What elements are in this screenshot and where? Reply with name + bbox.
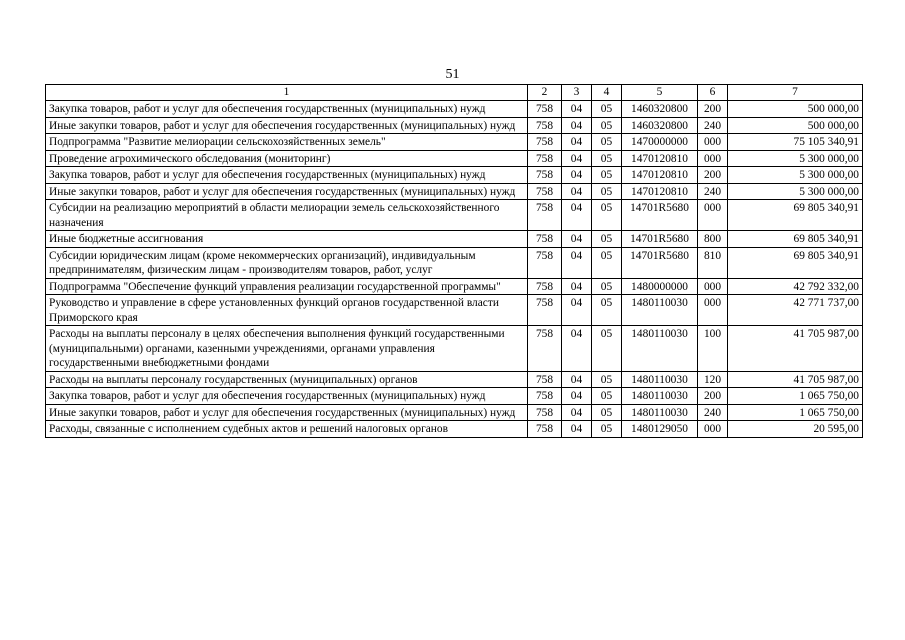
subsection-code: 05	[592, 247, 622, 278]
expense-type-code: 000	[698, 278, 728, 295]
item-name: Иные бюджетные ассигнования	[46, 231, 528, 248]
target-article-code: 1480110030	[622, 404, 698, 421]
grbs-code: 758	[528, 326, 562, 372]
section-code: 04	[562, 117, 592, 134]
grbs-code: 758	[528, 247, 562, 278]
grbs-code: 758	[528, 404, 562, 421]
subsection-code: 05	[592, 101, 622, 118]
section-code: 04	[562, 278, 592, 295]
grbs-code: 758	[528, 183, 562, 200]
table-row	[46, 278, 863, 295]
expense-type-code: 240	[698, 183, 728, 200]
target-article-code: 14701R5680	[622, 247, 698, 278]
subsection-code: 05	[592, 134, 622, 151]
amount: 69 805 340,91	[728, 200, 863, 231]
subsection-code: 05	[592, 117, 622, 134]
section-code: 04	[562, 134, 592, 151]
grbs-code: 758	[528, 200, 562, 231]
amount: 69 805 340,91	[728, 247, 863, 278]
item-name: Подпрограмма "Развитие мелиорации сельскохозяйственных земель"	[46, 134, 528, 151]
subsection-code: 05	[592, 371, 622, 388]
table-row	[46, 295, 863, 326]
section-code: 04	[562, 421, 592, 438]
section-code: 04	[562, 371, 592, 388]
item-name: Закупка товаров, работ и услуг для обеспечения государственных (муниципальных) нужд	[46, 167, 528, 184]
section-code: 04	[562, 200, 592, 231]
section-code: 04	[562, 167, 592, 184]
column-header: 2	[528, 85, 562, 101]
section-code: 04	[562, 295, 592, 326]
section-code: 04	[562, 231, 592, 248]
item-name: Субсидии юридическим лицам (кроме некоммерческих организаций), индивидуальным предпринимателям, физическим лицам - производителям товаров, работ, услуг	[46, 247, 528, 278]
table-row	[46, 150, 863, 167]
table-row	[46, 388, 863, 405]
expense-type-code: 200	[698, 167, 728, 184]
item-name: Руководство и управление в сфере установленных функций органов государственной власти Приморского края	[46, 295, 528, 326]
expense-type-code: 810	[698, 247, 728, 278]
table-row	[46, 134, 863, 151]
expense-type-code: 000	[698, 150, 728, 167]
amount: 500 000,00	[728, 101, 863, 118]
subsection-code: 05	[592, 388, 622, 405]
column-header: 7	[728, 85, 863, 101]
amount: 41 705 987,00	[728, 371, 863, 388]
table-row	[46, 247, 863, 278]
item-name: Расходы, связанные с исполнением судебных актов и решений налоговых органов	[46, 421, 528, 438]
target-article-code: 1470120810	[622, 150, 698, 167]
target-article-code: 1480110030	[622, 388, 698, 405]
subsection-code: 05	[592, 278, 622, 295]
item-name: Иные закупки товаров, работ и услуг для обеспечения государственных (муниципальных) нужд	[46, 117, 528, 134]
table-row	[46, 326, 863, 372]
table-row	[46, 183, 863, 200]
grbs-code: 758	[528, 134, 562, 151]
expense-type-code: 000	[698, 200, 728, 231]
expense-type-code: 000	[698, 295, 728, 326]
item-name: Закупка товаров, работ и услуг для обеспечения государственных (муниципальных) нужд	[46, 388, 528, 405]
grbs-code: 758	[528, 421, 562, 438]
target-article-code: 1470000000	[622, 134, 698, 151]
subsection-code: 05	[592, 421, 622, 438]
grbs-code: 758	[528, 371, 562, 388]
column-header: 6	[698, 85, 728, 101]
expense-type-code: 000	[698, 421, 728, 438]
header-row	[46, 85, 863, 101]
subsection-code: 05	[592, 295, 622, 326]
target-article-code: 1460320800	[622, 117, 698, 134]
column-header: 5	[622, 85, 698, 101]
amount: 41 705 987,00	[728, 326, 863, 372]
page-number: 51	[445, 67, 460, 82]
subsection-code: 05	[592, 167, 622, 184]
amount: 1 065 750,00	[728, 388, 863, 405]
item-name: Закупка товаров, работ и услуг для обеспечения государственных (муниципальных) нужд	[46, 101, 528, 118]
item-name: Проведение агрохимического обследования (мониторинг)	[46, 150, 528, 167]
budget-table	[45, 84, 863, 438]
amount: 69 805 340,91	[728, 231, 863, 248]
expense-type-code: 100	[698, 326, 728, 372]
amount: 1 065 750,00	[728, 404, 863, 421]
item-name: Субсидии на реализацию мероприятий в области мелиорации земель сельскохозяйственного назначения	[46, 200, 528, 231]
table-row	[46, 200, 863, 231]
expense-type-code: 120	[698, 371, 728, 388]
table-row	[46, 167, 863, 184]
expense-type-code: 200	[698, 388, 728, 405]
amount: 5 300 000,00	[728, 150, 863, 167]
grbs-code: 758	[528, 278, 562, 295]
amount: 42 771 737,00	[728, 295, 863, 326]
section-code: 04	[562, 326, 592, 372]
target-article-code: 1460320800	[622, 101, 698, 118]
target-article-code: 1480129050	[622, 421, 698, 438]
grbs-code: 758	[528, 231, 562, 248]
amount: 500 000,00	[728, 117, 863, 134]
target-article-code: 1480110030	[622, 295, 698, 326]
amount: 5 300 000,00	[728, 183, 863, 200]
grbs-code: 758	[528, 150, 562, 167]
item-name: Подпрограмма "Обеспечение функций управления реализации государственной программы"	[46, 278, 528, 295]
target-article-code: 14701R5680	[622, 231, 698, 248]
target-article-code: 14701R5680	[622, 200, 698, 231]
table-row	[46, 101, 863, 118]
column-header: 4	[592, 85, 622, 101]
target-article-code: 1480110030	[622, 326, 698, 372]
column-header: 1	[46, 85, 528, 101]
section-code: 04	[562, 247, 592, 278]
subsection-code: 05	[592, 200, 622, 231]
table-row	[46, 117, 863, 134]
subsection-code: 05	[592, 326, 622, 372]
amount: 20 595,00	[728, 421, 863, 438]
amount: 75 105 340,91	[728, 134, 863, 151]
grbs-code: 758	[528, 101, 562, 118]
item-name: Расходы на выплаты персоналу государственных (муниципальных) органов	[46, 371, 528, 388]
target-article-code: 1470120810	[622, 167, 698, 184]
grbs-code: 758	[528, 388, 562, 405]
subsection-code: 05	[592, 404, 622, 421]
section-code: 04	[562, 150, 592, 167]
grbs-code: 758	[528, 167, 562, 184]
expense-type-code: 000	[698, 134, 728, 151]
item-name: Иные закупки товаров, работ и услуг для обеспечения государственных (муниципальных) нужд	[46, 404, 528, 421]
item-name: Иные закупки товаров, работ и услуг для обеспечения государственных (муниципальных) нужд	[46, 183, 528, 200]
subsection-code: 05	[592, 183, 622, 200]
target-article-code: 1480000000	[622, 278, 698, 295]
amount: 5 300 000,00	[728, 167, 863, 184]
expense-type-code: 800	[698, 231, 728, 248]
target-article-code: 1470120810	[622, 183, 698, 200]
table-row	[46, 404, 863, 421]
expense-type-code: 200	[698, 101, 728, 118]
section-code: 04	[562, 183, 592, 200]
subsection-code: 05	[592, 231, 622, 248]
section-code: 04	[562, 388, 592, 405]
section-code: 04	[562, 404, 592, 421]
table-row	[46, 231, 863, 248]
grbs-code: 758	[528, 295, 562, 326]
target-article-code: 1480110030	[622, 371, 698, 388]
amount: 42 792 332,00	[728, 278, 863, 295]
item-name: Расходы на выплаты персоналу в целях обеспечения выполнения функций государственными (муниципальными) органами, казенными учреждениями, органами управления государственными внебюджетными фондами	[46, 326, 528, 372]
table-row	[46, 421, 863, 438]
expense-type-code: 240	[698, 404, 728, 421]
table-row	[46, 371, 863, 388]
subsection-code: 05	[592, 150, 622, 167]
section-code: 04	[562, 101, 592, 118]
grbs-code: 758	[528, 117, 562, 134]
expense-type-code: 240	[698, 117, 728, 134]
column-header: 3	[562, 85, 592, 101]
